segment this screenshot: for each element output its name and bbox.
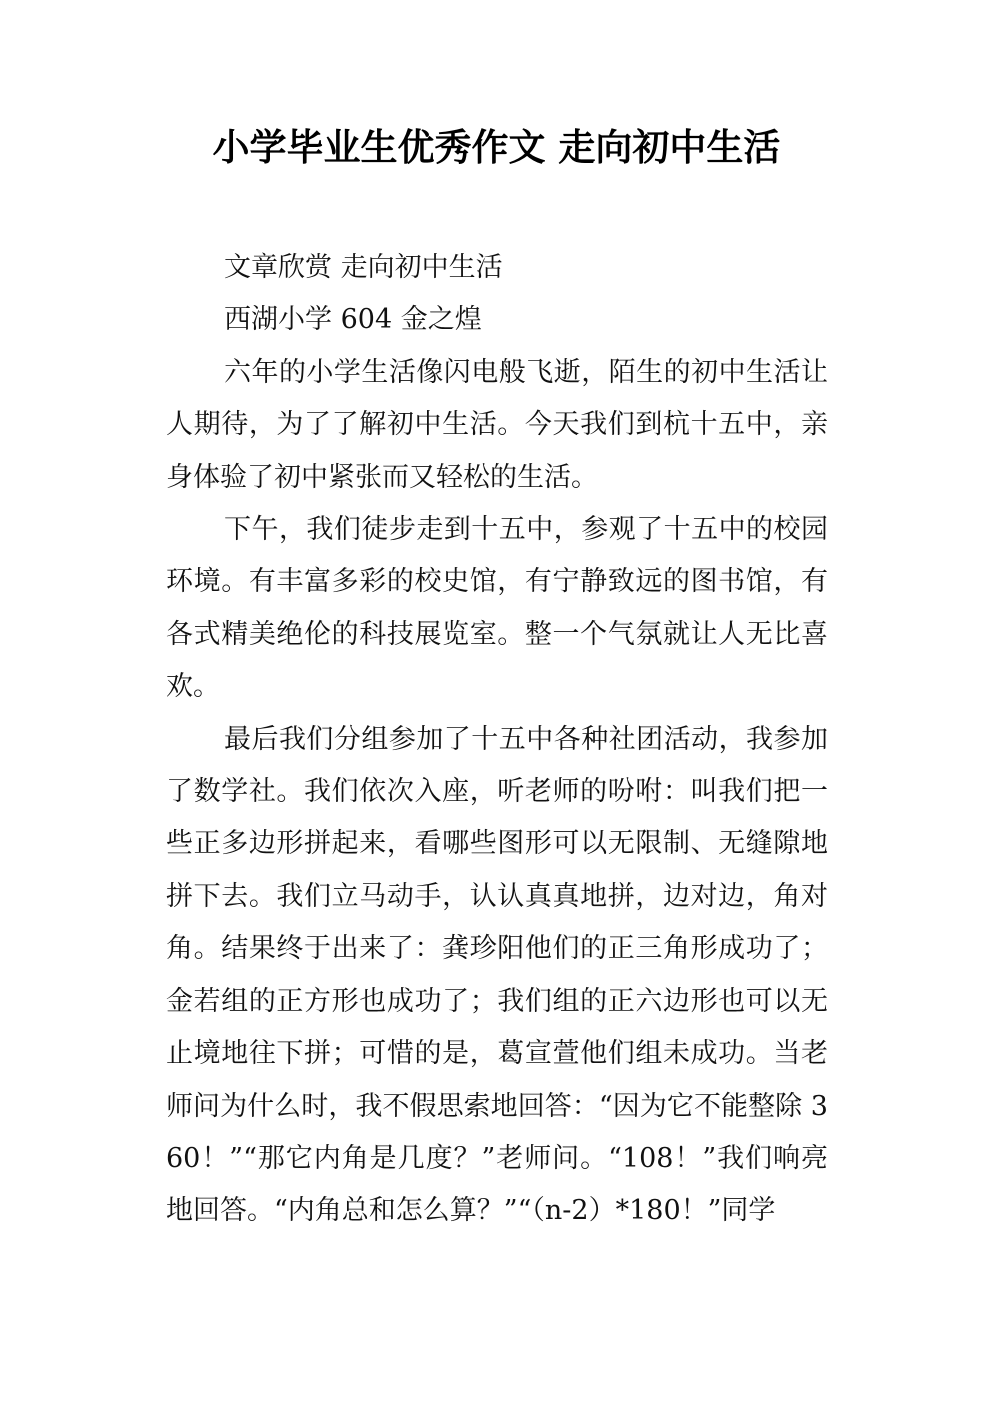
paragraph-author: 西湖小学 604 金之煌 — [224, 304, 482, 336]
document-title: 小学毕业生优秀作文 走向初中生活 — [212, 126, 781, 169]
paragraph: 下午，我们徒步走到十五中，参观了十五中的校园环境。有丰富多彩的校史馆，有宁静致远的图书馆，有各式精美绝伦的科技展览室。整一个气氛就让人无比喜欢。 — [166, 514, 828, 703]
document-body — [166, 242, 828, 1238]
paragraph: 最后我们分组参加了十五中各种社团活动，我参加了数学社。我们依次入座，听老师的吩咐：叫我们把一些正多边形拼起来，看哪些图形可以无限制、无缝隙地拼下去。我们立马动手，认认真真地拼，边对边，角对角。结果终于出来了：龚珍阳他们的正三角形成功了；金若组的正方形也成功了；我们组的正六边形也可以无止境地往下拼；可惜的是，葛宣萱他们组未成功。当老师问为什么时，我不假思索地回答：“因为它不能整除 360！”“那它内角是几度？”老师问。“108！”我们响亮地回答。“内角总和怎么算？”“（n-2）*180！”同学 — [166, 723, 828, 1227]
paragraph-subtitle: 文章欣赏 走向初中生活 — [224, 252, 503, 283]
paragraph: 六年的小学生活像闪电般飞逝，陌生的初中生活让人期待，为了了解初中生活。今天我们到杭十五中，亲身体验了初中紧张而又轻松的生活。 — [166, 356, 828, 493]
